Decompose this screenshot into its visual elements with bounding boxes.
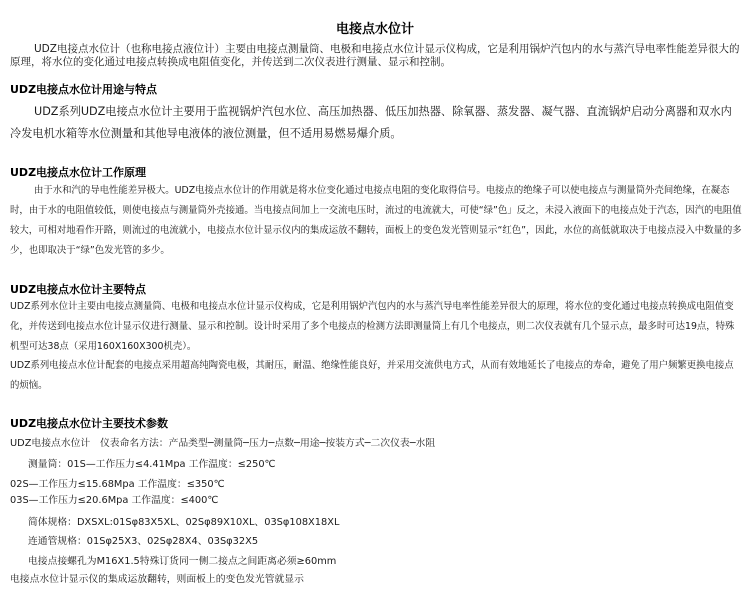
features-paragraph-1: UDZ系列水位计主要由电接点测量筒、电极和电接点水位计显示仪构成，它是利用锅炉汽包内的水与蒸汽导电率性能差异很大的原理，将水位的变化通过电接点转换成电阻值变化，并传送到电接点水位计显示仪进行测量、显示和控制。设计时采用了多个电接点的检测方法即测量筒上有几个电接点，则二次仪表就有几个显示点，最多时可达19点，特殊机型可达38点（采用160X160X300机壳）。 bbox=[10, 301, 735, 352]
spec-body-size: 简体规格：DXSXL:01Sφ83X5XL、02Sφ89X10XL、03Sφ108X18XL bbox=[28, 517, 340, 528]
intro-paragraph: UDZ电接点水位计（也称电接点液位计）主要由电接点测量筒、电极和电接点水位计显示仪构成，它是利用锅炉汽包内的水与蒸汽导电率性能差异很大的原理，将水位的变化通过电接点转换成电阻值变化，并传送到二次仪表进行测量、显示和控制。 bbox=[10, 43, 740, 68]
spec-naming-line: UDZ电接点水位计 仪表命名方法：产品类型─测量筒─压力─点数─用途─按装方式─二次仪表─水阻 bbox=[10, 438, 436, 449]
spec-pipe-size: 连通管规格：01Sφ25X3、02Sφ28X4、03Sφ32X5 bbox=[28, 536, 259, 547]
spec-pressure-02: 02S—工作压力≤15.68Mpa 工作温度：≤350℃ bbox=[10, 479, 225, 490]
spec-display-note: 电接点水位计显示仪的集成运放翻转，则面板上的变色发光管就显示 bbox=[10, 574, 304, 585]
page-title: 电接点水位计 bbox=[335, 22, 414, 37]
principle-heading: UDZ电接点水位计工作原理 bbox=[10, 166, 147, 179]
spec-thread-note: 电接点接螺孔为M16X1.5特殊订货同一侧二接点之间距离必须≥60mm bbox=[28, 556, 337, 567]
spec-pressure-01: 测量筒：01S—工作压力≤4.41Mpa 工作温度：≤250℃ bbox=[28, 459, 276, 470]
features-heading: UDZ电接点水位计主要特点 bbox=[10, 283, 147, 296]
principle-paragraph: 由于水和汽的导电性能差异极大。UDZ电接点水位计的作用就是将水位变化通过电接点电阻的变化取得信号。电接点的绝缘子可以使电接点与测量筒外壳间绝缘，在凝态时，由于水的电阻值较低，则使电接点与测量筒外壳接通。当电接点间加上一交流电压时，流过的电流就大，可使“绿”色」反之，未浸入液面下的电接点处于汽态，因汽的电阻值较大，可相对地看作开路，则流过的电流就小，电接点水位计显示仪内的集成运放不翻转，面板上的变色发光管则显示“红色”，因此，水位的高低就取决于电接点浸入中数量的多少，也即取决于“绿”色发光管的多少。 bbox=[10, 185, 742, 256]
specs-heading: UDZ电接点水位计主要技术参数 bbox=[10, 417, 169, 430]
purpose-heading: UDZ电接点水位计用途与特点 bbox=[10, 83, 158, 96]
features-paragraph-2: UDZ系列电接点水位计配套的电接点采用超高纯陶瓷电极，其耐压，耐温、绝缘性能良好，并采用交流供电方式，从而有效地延长了电接点的寿命，避免了用户频繁更换电接点的烦恼。 bbox=[10, 360, 734, 391]
purpose-paragraph: UDZ系列UDZ电接点水位计主要用于监视锅炉汽包水位、高压加热器、低压加热器、除氧器、蒸发器、凝气器、直流锅炉启动分离器和双水内冷发电机水箱等水位测量和其他导电液体的液位测量，但不适用易燃易爆介质。 bbox=[10, 105, 732, 140]
spec-pressure-03: 03S—工作压力≤20.6Mpa 工作温度：≤400℃ bbox=[10, 495, 219, 506]
